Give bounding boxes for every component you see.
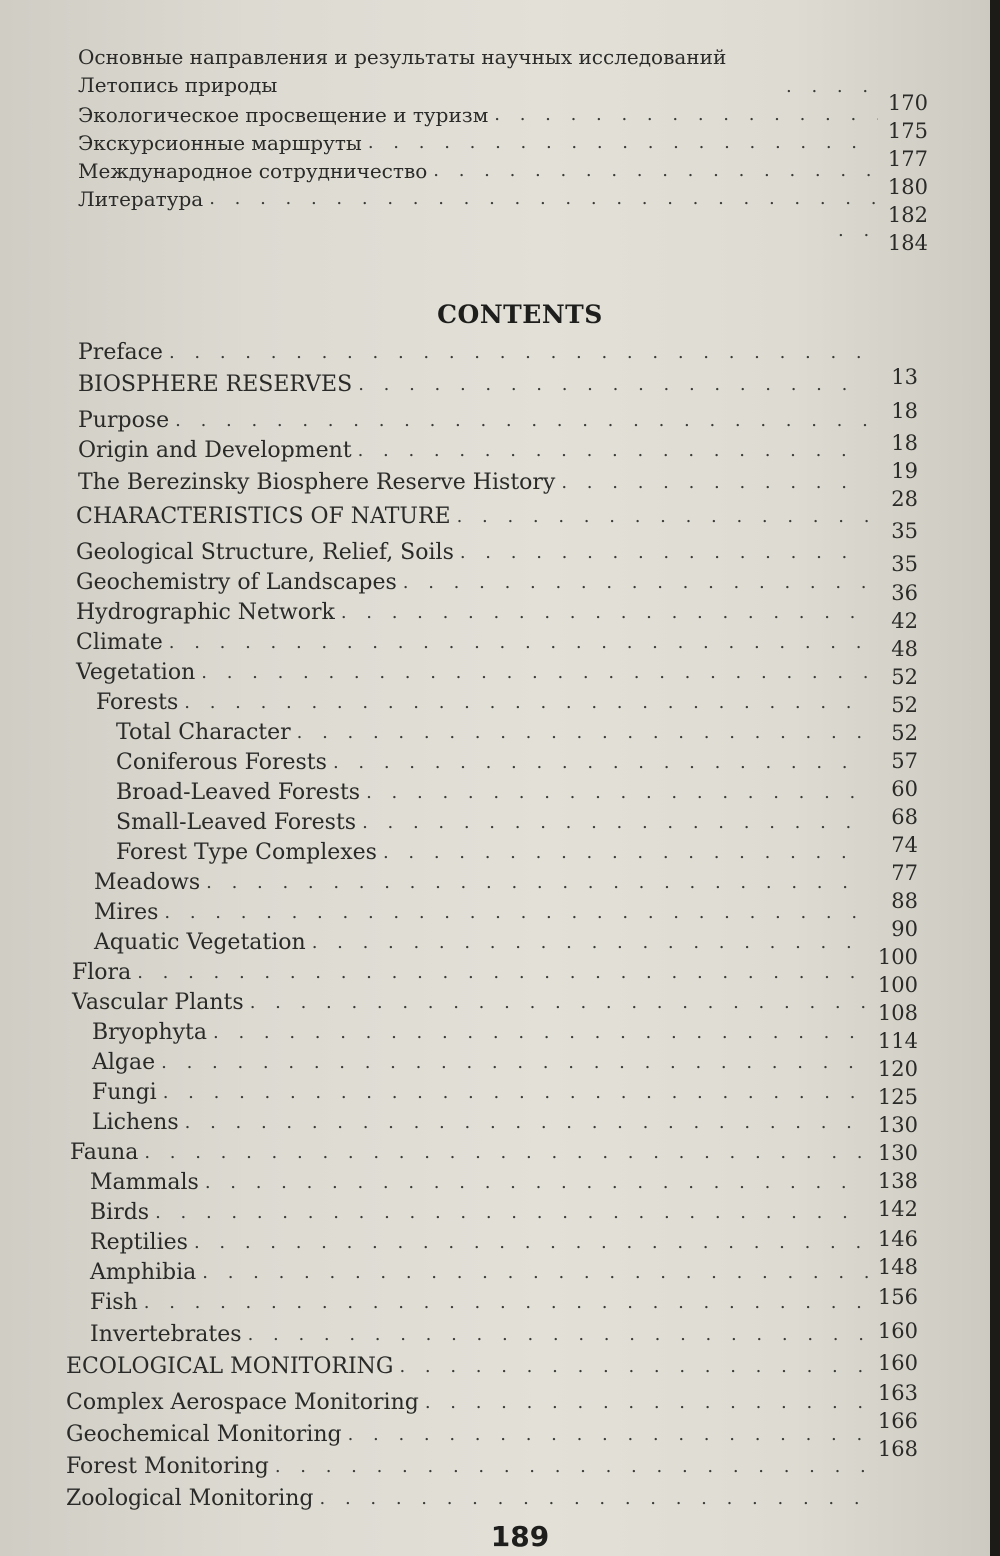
- leader-dots: [169, 630, 868, 656]
- leader-dots: [164, 900, 868, 926]
- page-ref: 35: [891, 552, 918, 576]
- leader-dots: [194, 1230, 868, 1256]
- page-ref: 57: [891, 749, 918, 773]
- page-ref: 177: [887, 147, 928, 171]
- page-ref: 156: [877, 1285, 918, 1309]
- leader-dots: [275, 1454, 868, 1480]
- toc-entry: [90, 1286, 868, 1316]
- page-ref: 60: [891, 777, 918, 801]
- contents-heading: CONTENTS: [437, 300, 603, 329]
- toc-entry: [90, 1196, 868, 1226]
- toc-entry-title: Основные направления и результаты научных исследований: [78, 45, 727, 69]
- toc-entry: [66, 1450, 868, 1480]
- leader-dots: [161, 1050, 868, 1076]
- toc-entry-title: Amphibia: [90, 1260, 197, 1285]
- page-ref: 163: [877, 1381, 918, 1405]
- toc-entry: [116, 776, 868, 806]
- leader-dots: [205, 1170, 868, 1196]
- toc-entry-title: Zoological Monitoring: [66, 1486, 314, 1511]
- leader-dots: [312, 930, 868, 956]
- toc-entry-title: Coniferous Forests: [116, 750, 327, 775]
- toc-entry-title: Forests: [96, 690, 179, 715]
- toc-entry: [78, 336, 868, 366]
- page-ref: 36: [891, 581, 918, 605]
- toc-entry: [116, 806, 868, 836]
- toc-entry-title: Экскурсионные маршруты: [78, 131, 362, 155]
- leader-dots: [333, 750, 868, 776]
- toc-entry: [78, 434, 868, 464]
- page-ref: 120: [877, 1057, 918, 1081]
- leader-dots: [163, 1080, 868, 1106]
- page-ref: 184: [887, 231, 928, 255]
- toc-entry: [78, 126, 878, 156]
- toc-entry: [78, 98, 878, 128]
- toc-entry-title: Vegetation: [76, 660, 196, 685]
- page-ref: 68: [891, 805, 918, 829]
- toc-entry-title: Bryophyta: [92, 1020, 207, 1045]
- toc-entry: [90, 1226, 868, 1256]
- toc-entry-title: CHARACTERISTICS OF NATURE: [76, 504, 451, 529]
- toc-entry-title: Geochemical Monitoring: [66, 1422, 342, 1447]
- toc-entry-title: Invertebrates: [90, 1322, 242, 1347]
- toc-entry-title: ECOLOGICAL MONITORING: [66, 1354, 394, 1379]
- page-ref: 160: [877, 1351, 918, 1375]
- leader-dots: [206, 870, 868, 896]
- toc-entry: [92, 1076, 868, 1106]
- toc-entry: [70, 1136, 868, 1166]
- leader-dots: [297, 720, 868, 746]
- toc-entry: [76, 626, 868, 656]
- toc-entry: [96, 686, 868, 716]
- toc-entry-title: BIOSPHERE RESERVES: [78, 372, 353, 397]
- toc-entry-title: Международное сотрудничество: [78, 159, 428, 183]
- toc-entry-title: Flora: [72, 960, 132, 985]
- leader-dots: [786, 74, 878, 100]
- page-ref: 130: [877, 1113, 918, 1137]
- page-ref: 42: [891, 609, 918, 633]
- leader-dots: [460, 540, 868, 566]
- toc-entry: [76, 500, 868, 530]
- toc-entry-title: Total Character: [116, 720, 291, 745]
- leader-dots: [185, 1110, 868, 1136]
- leader-dots: [457, 504, 868, 530]
- page-ref: 146: [877, 1227, 918, 1251]
- leader-dots-row: [78, 214, 878, 244]
- toc-entry: [76, 566, 868, 596]
- page-number: 189: [490, 1520, 550, 1553]
- leader-dots: [320, 1486, 868, 1512]
- leader-dots: [358, 372, 868, 398]
- page-ref: 74: [891, 833, 918, 857]
- toc-entry: [66, 1418, 868, 1448]
- toc-entry-title: Forest Type Complexes: [116, 840, 377, 865]
- leader-dots: [494, 102, 878, 128]
- toc-entry: [66, 1482, 868, 1512]
- toc-entry-title: Climate: [76, 630, 163, 655]
- page-ref: 52: [891, 721, 918, 745]
- toc-entry-title: Mires: [94, 900, 159, 925]
- leader-dots: [202, 1260, 868, 1286]
- toc-entry: [90, 1256, 868, 1286]
- toc-entry-title: Fauna: [70, 1140, 139, 1165]
- toc-entry-title: The Berezinsky Biosphere Reserve History: [78, 470, 556, 495]
- page-ref: 138: [877, 1169, 918, 1193]
- toc-entry-title: Purpose: [78, 408, 170, 433]
- toc-entry-title: Algae: [92, 1050, 156, 1075]
- toc-entry: [116, 746, 868, 776]
- toc-entry-title: Экологическое просвещение и туризм: [78, 103, 489, 127]
- toc-entry: [72, 956, 868, 986]
- page-ref: 142: [877, 1197, 918, 1221]
- leader-dots: [175, 408, 868, 434]
- page-ref: 19: [891, 459, 918, 483]
- leader-dots: [403, 570, 868, 596]
- leader-dots: [368, 130, 878, 156]
- leader-dots: [341, 600, 868, 626]
- toc-entry-title: Small-Leaved Forests: [116, 810, 357, 835]
- page-ref: 52: [891, 693, 918, 717]
- page-ref: 28: [891, 487, 918, 511]
- toc-entry-title: Летопись природы: [78, 73, 278, 97]
- toc-entry: [92, 1016, 868, 1046]
- leader-dots: [425, 1390, 868, 1416]
- leader-dots: [383, 840, 868, 866]
- page-ref: 166: [877, 1409, 918, 1433]
- toc-entry: [78, 154, 878, 184]
- leader-dots: [184, 690, 868, 716]
- toc-entry: [76, 656, 868, 686]
- toc-entry-title: Meadows: [94, 870, 201, 895]
- page-ref: 52: [891, 665, 918, 689]
- leader-dots: [201, 660, 868, 686]
- page-ref: 13: [891, 365, 918, 389]
- leader-dots: [155, 1200, 868, 1226]
- page-ref: 90: [891, 917, 918, 941]
- page-ref: 88: [891, 889, 918, 913]
- toc-entry-title: Vascular Plants: [72, 990, 244, 1015]
- leader-dots: [248, 1322, 868, 1348]
- page-ref: 168: [877, 1437, 918, 1461]
- toc-entry: [78, 182, 878, 212]
- toc-entry-title: Fish: [90, 1290, 138, 1315]
- toc-entry-title: Forest Monitoring: [66, 1454, 269, 1479]
- toc-entry: [92, 1106, 868, 1136]
- toc-entry: [66, 1350, 868, 1380]
- toc-entry: [94, 926, 868, 956]
- page-ref: 148: [877, 1255, 918, 1279]
- toc-entry: [78, 68, 878, 98]
- toc-entry: [94, 866, 868, 896]
- leader-dots: [169, 340, 868, 366]
- toc-entry: [116, 836, 868, 866]
- toc-entry-title: Broad-Leaved Forests: [116, 780, 361, 805]
- leader-dots: [358, 438, 868, 464]
- toc-entry: [94, 896, 868, 926]
- toc-entry-title: Origin and Development: [78, 438, 352, 463]
- page-ref: 182: [887, 203, 928, 227]
- leader-dots: [209, 186, 878, 212]
- leader-dots: [213, 1020, 868, 1046]
- toc-entry: [76, 596, 868, 626]
- page-ref: 170: [887, 91, 928, 115]
- page-ref: 180: [887, 175, 928, 199]
- toc-entry: [90, 1318, 868, 1348]
- toc-entry-title: Литература: [78, 187, 204, 211]
- page-ref: 108: [877, 1001, 918, 1025]
- page-ref: 125: [877, 1085, 918, 1109]
- page-ref: 35: [891, 519, 918, 543]
- toc-entry: [90, 1166, 868, 1196]
- leader-dots-row: [780, 70, 878, 100]
- toc-entry: [116, 716, 868, 746]
- page-ref: 77: [891, 861, 918, 885]
- toc-entry: [78, 368, 868, 398]
- page-ref: 100: [877, 945, 918, 969]
- leader-dots: [144, 1290, 868, 1316]
- leader-dots: [399, 1354, 868, 1380]
- toc-entry: [78, 466, 868, 496]
- page-ref: 114: [877, 1029, 918, 1053]
- page-ref: 160: [877, 1319, 918, 1343]
- toc-entry-title: Geological Structure, Relief, Soils: [76, 540, 454, 565]
- leader-dots: [366, 780, 868, 806]
- leader-dots: [137, 960, 868, 986]
- leader-dots: [348, 1422, 868, 1448]
- toc-entry-title: Lichens: [92, 1110, 179, 1135]
- page-ref: 48: [891, 637, 918, 661]
- toc-entry-title: Aquatic Vegetation: [94, 930, 306, 955]
- toc-entry-title: Birds: [90, 1200, 150, 1225]
- leader-dots: [362, 810, 868, 836]
- leader-dots: [144, 1140, 868, 1166]
- toc-entry-title: Hydrographic Network: [76, 600, 335, 625]
- leader-dots: [250, 990, 868, 1016]
- toc-entry: [92, 1046, 868, 1076]
- page-ref: 18: [891, 399, 918, 423]
- toc-entry: [78, 404, 868, 434]
- toc-entry: [66, 1386, 868, 1416]
- toc-entry-title: Geochemistry of Landscapes: [76, 570, 397, 595]
- toc-entry-title: Mammals: [90, 1170, 199, 1195]
- page-ref: 18: [891, 431, 918, 455]
- toc-entry-title: Preface: [78, 340, 163, 365]
- page-ref: 130: [877, 1141, 918, 1165]
- toc-entry: [72, 986, 868, 1016]
- page-ref: 100: [877, 973, 918, 997]
- leader-dots: [561, 470, 868, 496]
- toc-entry-title: Complex Aerospace Monitoring: [66, 1390, 419, 1415]
- page-ref: 175: [887, 119, 928, 143]
- toc-entry-title: Reptilies: [90, 1230, 188, 1255]
- leader-dots: [433, 158, 878, 184]
- toc-entry: [76, 536, 868, 566]
- toc-entry: [78, 40, 878, 70]
- toc-entry-title: Fungi: [92, 1080, 157, 1105]
